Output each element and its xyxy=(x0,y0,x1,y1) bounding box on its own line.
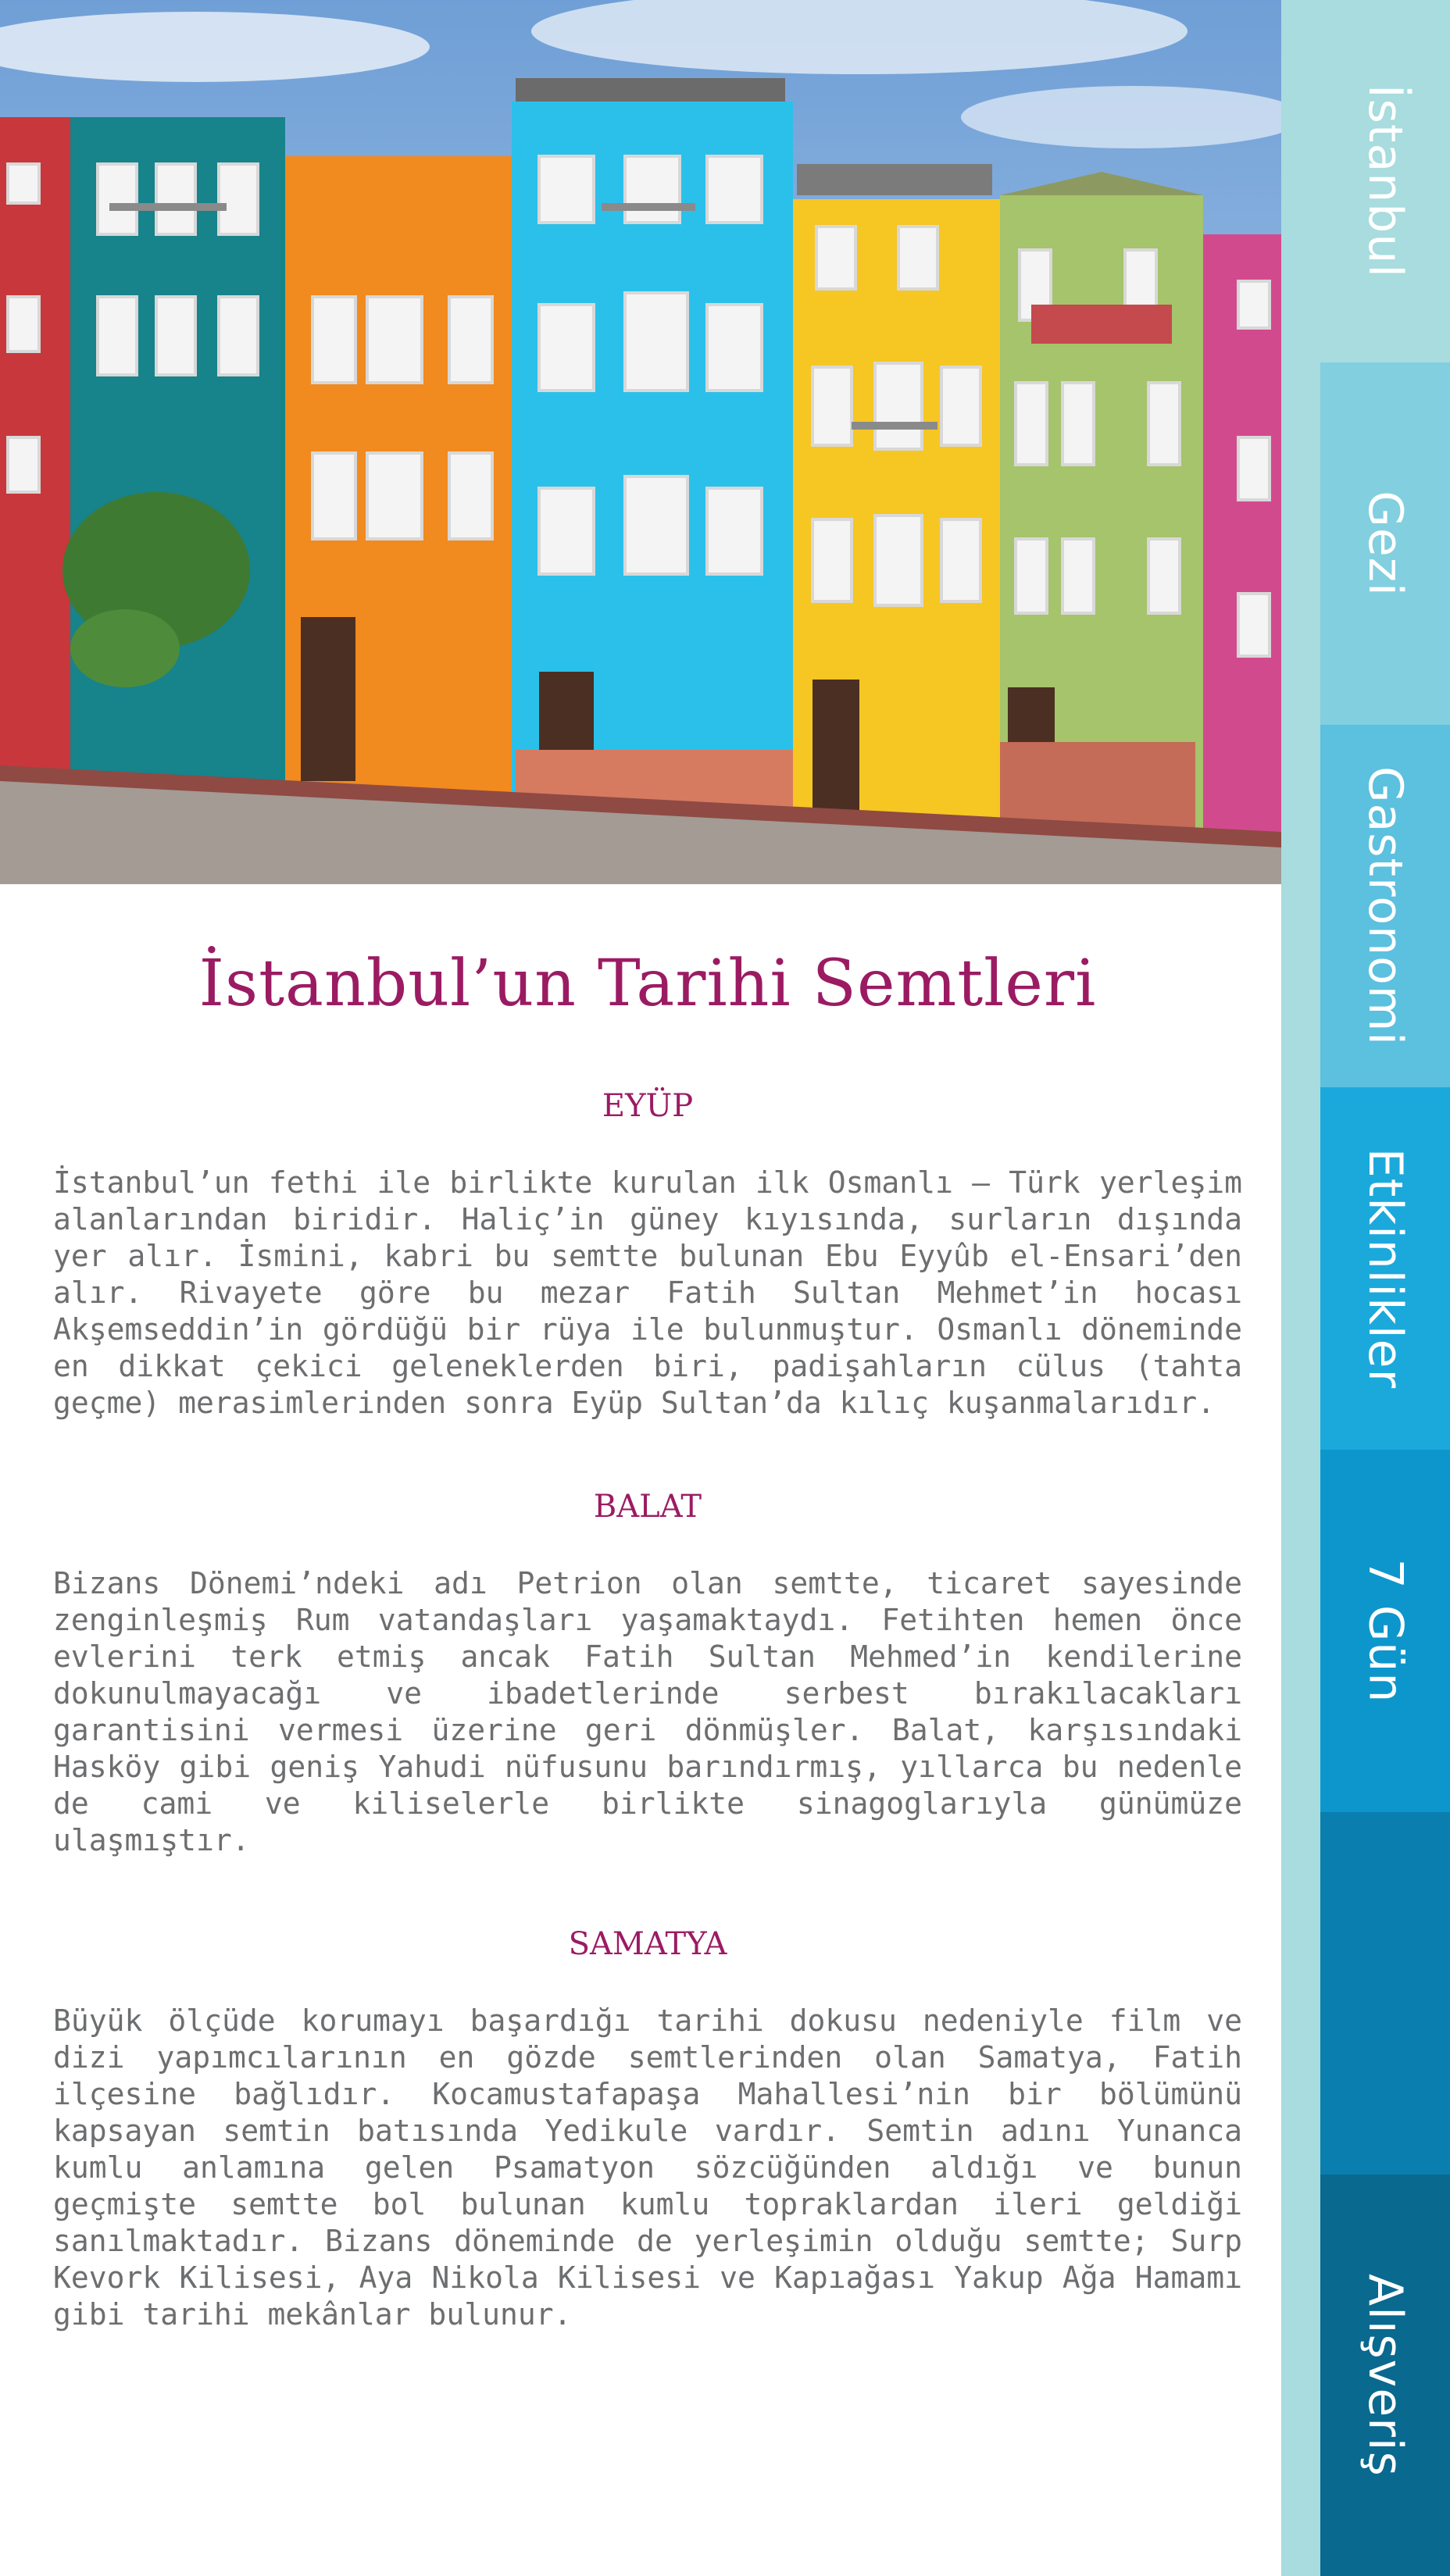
tab-gezi[interactable] xyxy=(1320,362,1450,725)
tab-etkinlikler[interactable] xyxy=(1320,1087,1450,1450)
tab-label: Gastronomi xyxy=(1358,766,1412,1046)
tab-blank[interactable] xyxy=(1320,1812,1450,2175)
tab-gastronomi[interactable] xyxy=(1320,725,1450,1087)
section-heading: EYÜP xyxy=(602,1088,694,1124)
section-heading: SAMATYA xyxy=(568,1926,727,1962)
page-title: İstanbul’un Tarihi Semtleri xyxy=(198,947,1097,1021)
section-body: İstanbul’un fethi ile birlikte kurulan ilk Osmanlı – Türk yerleşim alanlarından biridir. Haliç’in güney kıyısında, surların dışında yer alır. İsmini, kabri bu semtte bulunan Ebu Eyyûb el-Ensari’den alır. Rivayete göre bu mezar Fatih Sultan Mehmet’in hocası Akşemseddin’in gördüğü bir rüya ile bulunmuştur. Osmanlı döneminde en dikkat çekici geleneklerden biri, padişahların cülus (tahta geçme) merasimlerinden sonra Eyüp Sultan’da kılıç kuşanmalarıdır. xyxy=(53,1165,1242,1420)
tab-alisveris[interactable] xyxy=(1320,2175,1450,2576)
tab-label: İstanbul xyxy=(1358,84,1412,279)
tab-7-gun[interactable] xyxy=(1320,1450,1450,1812)
section-eyup xyxy=(53,1088,1242,1422)
section-body: Büyük ölçüde korumayı başardığı tarihi dokusu nedeniyle film ve dizi yapımcılarının en gözde semtlerinden olan Samatya, Fatih ilçesine bağlıdır. Kocamustafapaşa Mahallesi’nin bir bölümünü kapsayan semtin batısında Yedikule vardır. Semtin adını Yunanca kumlu anlamına gelen Psamatyon sözcüğünden aldığı ve bunun geçmişte semtte bol bulunan kumlu topraklardan ileri geldiği sanılmaktadır. Bizans döneminde de yerleşimin olduğu semtte; Surp Kevork Kilisesi, Aya Nikola Kilisesi ve Kapıağası Yakup Ağa Hamamı gibi tarihi mekânlar bulunur. xyxy=(53,2003,1242,2332)
side-tab-strip xyxy=(1281,0,1450,2576)
tab-label: 7 Gün xyxy=(1358,1558,1413,1704)
section-heading: BALAT xyxy=(593,1489,702,1525)
tab-label: Etkinlikler xyxy=(1358,1147,1412,1390)
tab-istanbul[interactable] xyxy=(1320,0,1450,362)
article xyxy=(53,884,1242,2333)
hero-photo xyxy=(0,0,1281,884)
section-body: Bizans Dönemi’ndeki adı Petrion olan semtte, ticaret sayesinde zenginleşmiş Rum vatandaşları yaşamaktaydı. Fetihten hemen önce evlerini terk etmiş ancak Fatih Sultan Mehmed’in kendilerine dokunulmayacağı ve ibadetlerinde serbest bırakılacakları garantisini vermesi üzerine geri dönmüşler. Balat, karşısındaki Hasköy gibi geniş Yahudi nüfusunu barındırmış, yıllarca bu nedenle de cami ve kiliselerle birlikte sinagoglarıyla günümüze ulaşmıştır. xyxy=(53,1566,1242,1857)
section-samatya xyxy=(53,1926,1242,2333)
tab-label: Alışveriş xyxy=(1358,2274,1413,2477)
section-balat xyxy=(53,1489,1242,1859)
tab-label: Gezi xyxy=(1357,491,1412,597)
